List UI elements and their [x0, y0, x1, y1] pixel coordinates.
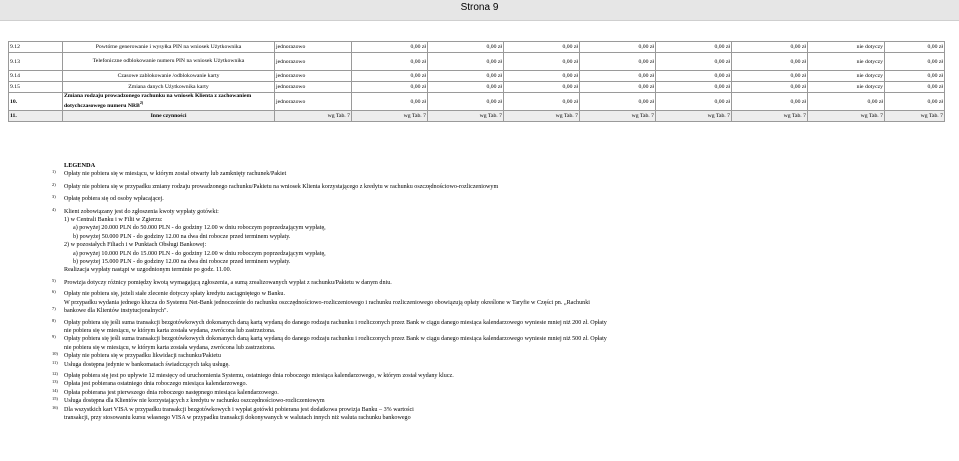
page-number: Strona 9 [460, 2, 499, 13]
footnote-number: 5) [52, 277, 56, 283]
footnote-ref: 2) [139, 100, 144, 106]
footnote-text: 2) w pozostałych Filiach i w Punktach Obsługi Bankowej: [64, 242, 207, 249]
table-row [9, 93, 945, 111]
row-value: 0,00 zł [504, 71, 580, 82]
row-number: 9.14 [9, 71, 63, 82]
footnote [52, 380, 942, 388]
footnote-text: Opłata jest pobierana ostatniego dnia roboczego miesiąca kalendarzowego. [64, 381, 248, 388]
footnote [52, 372, 942, 380]
row-mode: jednorazowo [275, 93, 352, 111]
row-value: wg Tab. 7 [352, 111, 428, 122]
footnote [52, 335, 942, 343]
footnote-line [52, 414, 942, 422]
row-number: 9.15 [9, 82, 63, 93]
row-value: 0,00 zł [732, 71, 808, 82]
row-value: 0,00 zł [885, 42, 945, 53]
row-value: wg Tab. 7 [885, 111, 945, 122]
footnote-line [52, 224, 942, 232]
footnote-line [52, 250, 942, 258]
table-row [9, 42, 945, 53]
footnote-number: 12) [52, 370, 58, 376]
footnote-text: Usługa dostępna dla Klientów nie korzystających z kredytu w rachunku oszczędnościowo-rozliczeniowym [64, 398, 325, 405]
row-value: 0,00 zł [656, 82, 732, 93]
row-value: 0,00 zł [504, 42, 580, 53]
footnote [52, 170, 942, 178]
footnote-text: transakcji, przy stosowaniu kursu własnego VISA w przypadku transakcji dokonywanych w walutach innych niż waluta rachunku bankowego [64, 414, 411, 421]
row-value: 0,00 zł [732, 82, 808, 93]
footnote-text: a) powyżej 10.000 PLN do 15.000 PLN - do godziny 12.00 w dniu roboczym poprzedzającym wypłatę, [73, 250, 326, 257]
row-value: 0,00 zł [352, 82, 428, 93]
table-row [9, 71, 945, 82]
footnote-number: 10) [52, 351, 58, 357]
footnote-text: Opłata pobierana jest pierwszego dnia roboczego następnego miesiąca kalendarzowego. [64, 389, 279, 396]
footnote-text: Dla wszystkich kart VISA w przypadku transakcji bezgotówkowych i wypłat gotówki pobierana jest dodatkowa prowizja Banku – 3% wartości [64, 406, 414, 413]
row-mode: jednorazowo [275, 82, 352, 93]
footnote-text: bankowe dla Klientów instytucjonalnych". [64, 308, 169, 315]
footnote-number: 15) [52, 396, 58, 402]
footnote-text: Opłatę pobiera się od osoby wpłacającej. [64, 196, 164, 203]
row-value: 0,00 zł [352, 71, 428, 82]
row-value: 0,00 zł [504, 53, 580, 71]
footnote-text: 1) w Centrali Banku i w Filii w Zgierzu: [64, 217, 163, 224]
footnote-text: W przypadku wydania jednego klucza do Systemu Net-Bank jednocześnie do rachunku oszczędnościowo-rozliczeniowego i rachunku rozliczeniowego obowiązują opłaty określone w Taryfie w Części pn. „Rachunki [64, 299, 590, 306]
footnote [52, 183, 942, 191]
row-value: 0,00 zł [885, 71, 945, 82]
row-name: Zmiana danych Użytkownika karty [63, 82, 275, 93]
footnote-text: nie pobiera się w miesiącu, w którym karta została wydana, zwrócona lub zastrzeżona. [64, 327, 276, 334]
row-mode: jednorazowo [275, 53, 352, 71]
footnote-number: 2) [52, 181, 56, 187]
footnote-number: 16) [52, 404, 58, 410]
footnote-text: Opłaty nie pobiera się w przypadku likwidacji rachunku/Pakietu [64, 353, 221, 360]
footnote-text: Opłaty nie pobiera się, jeżeli stałe zlecenie dotyczy spłaty kredytu zaciągniętego w Banku. [64, 291, 285, 298]
row-value: 0,00 zł [504, 93, 580, 111]
row-value: 0,00 zł [656, 42, 732, 53]
row-value: 0,00 zł [428, 82, 504, 93]
row-value: 0,00 zł [732, 53, 808, 71]
row-name: Powtórne generowanie i wysyłka PIN na wniosek Użytkownika [63, 42, 275, 53]
footnote-text: nie pobiera się w miesiącu, w którym karta została wydana, zwrócona lub zastrzeżona. [64, 344, 276, 351]
footnote [52, 290, 942, 298]
row-value: 0,00 zł [732, 93, 808, 111]
row-value: 0,00 zł [428, 42, 504, 53]
footnote-number: 11) [52, 359, 58, 365]
row-value: 0,00 zł [352, 53, 428, 71]
row-value: 0,00 zł [656, 93, 732, 111]
row-value: 0,00 zł [656, 71, 732, 82]
row-value: nie dotyczy [808, 71, 885, 82]
footnote-text: Opłaty pobiera się jeśli suma transakcji bezgotówkowych dokonanych daną kartą wydaną do danego rodzaju rachunku i rozliczonych przez Bank w ciągu danego miesiąca kalendarzowego wyniesie mniej niż 500 zł. Opłaty [64, 336, 607, 343]
row-value: 0,00 zł [580, 42, 656, 53]
row-value: wg Tab. 7 [428, 111, 504, 122]
row-value: wg Tab. 7 [732, 111, 808, 122]
footnote-text: Opłaty pobiera się jeśli suma transakcji bezgotówkowych dokonanych daną kartą wydaną do danego rodzaju rachunku i rozliczonych przez Bank w ciągu danego miesiąca kalendarzowego wyniesie mniej niż 200 zł. Opłaty [64, 319, 607, 326]
footnote-number: 8) [52, 317, 56, 323]
row-value: 0,00 zł [428, 93, 504, 111]
footnote-text: Usługa dostępna jedynie w bankomatach świadczących taką usługę. [64, 361, 230, 368]
table-row [9, 82, 945, 93]
row-value: 0,00 zł [580, 93, 656, 111]
row-number: 10. [9, 93, 63, 111]
table-row [9, 53, 945, 71]
footnote [52, 208, 942, 216]
row-value: 0,00 zł [885, 82, 945, 93]
footnote-number: 13) [52, 379, 58, 385]
footnote-number: 1) [52, 169, 56, 175]
footnote-text: a) powyżej 20.000 PLN do 50.000 PLN - do godziny 12.00 w dniu roboczym poprzedzającym wypłatę, [73, 225, 326, 232]
footnote [52, 279, 942, 287]
footnote-text: Prowizja dotyczy różnicy pomiędzy kwotą wymagającą zgłoszenia, a sumą zrealizowanych wypłat z rachunku/Pakietu w danym dniu. [64, 279, 392, 286]
row-value: wg Tab. 7 [580, 111, 656, 122]
row-value: 0,00 zł [580, 71, 656, 82]
footnote-number: 14) [52, 387, 58, 393]
footnote [52, 406, 942, 414]
footnote [52, 352, 942, 360]
footnote-number: 7) [52, 306, 56, 312]
row-value: nie dotyczy [808, 82, 885, 93]
row-value: wg Tab. 7 [808, 111, 885, 122]
row-name: Zmiana rodzaju prowadzonego rachunku na wniosek Klienta z zachowaniem dotychczasowego numeru NRB [64, 93, 252, 109]
row-value: nie dotyczy [808, 42, 885, 53]
footnote [52, 195, 942, 203]
footnote [52, 361, 942, 369]
footnote-line [52, 216, 942, 224]
row-value: 0,00 zł [428, 53, 504, 71]
row-value: wg Tab. 7 [504, 111, 580, 122]
footnote-line [52, 266, 942, 274]
footnote-number: 3) [52, 194, 56, 200]
row-number: 9.13 [9, 53, 63, 71]
row-value: 0,00 zł [580, 82, 656, 93]
footnote-text: b) powyżej 50.000 PLN - do godziny 12.00 na dwa dni robocze przed terminem wypłaty. [73, 233, 291, 240]
row-value: 0,00 zł [580, 53, 656, 71]
page-header-bar [0, 0, 959, 21]
row-mode: jednorazowo [275, 71, 352, 82]
row-value: nie dotyczy [808, 53, 885, 71]
row-number: 9.12 [9, 42, 63, 53]
row-value: 0,00 zł [428, 71, 504, 82]
footnote-text: Opłatę pobiera się jest po upływie 12 miesięcy od uruchomienia Systemu, ostatniego dnia roboczego miesiąca kalendarzowego, w którym został wydany klucz. [64, 372, 454, 379]
footnote-line [52, 327, 942, 335]
footnote-text: Realizacja wypłaty nastąpi w uzgodnionym terminie po godz. 11.00. [64, 267, 232, 274]
footnote-text: Klient zobowiązany jest do zgłoszenia kwoty wypłaty gotówki: [64, 208, 219, 215]
footnote-text: Opłaty nie pobiera się w miesiącu, w którym został otwarty lub zamknięty rachunek/Pakiet [64, 171, 287, 178]
row-name: Inne czynności [63, 111, 275, 122]
footnote-line [52, 233, 942, 241]
footnote-text: b) powyżej 15.000 PLN - do godziny 12.00 na dwa dni robocze przed terminem wypłaty. [73, 259, 291, 266]
row-value: 0,00 zł [885, 53, 945, 71]
footnote [52, 299, 942, 307]
row-value: 0,00 zł [352, 93, 428, 111]
legend-section [52, 162, 942, 422]
footnote-number: 9) [52, 334, 56, 340]
footnote-line [52, 258, 942, 266]
row-value: 0,00 zł [504, 82, 580, 93]
footnote-number: 4) [52, 206, 56, 212]
fees-table [8, 41, 945, 122]
footnote [52, 307, 942, 315]
footnote-text: Opłaty nie pobiera się w przypadku zmiany rodzaju prowadzonego rachunku/Pakietu na wniosek Klienta korzystającego z kredytu w rachunku oszczędnościowo-rozliczeniowym [64, 183, 499, 190]
footnote-number: 6) [52, 289, 56, 295]
table-row [9, 111, 945, 122]
row-value: 0,00 zł [656, 53, 732, 71]
row-mode: jednorazowo [275, 42, 352, 53]
footnote [52, 319, 942, 327]
row-mode: wg Tab. 7 [275, 111, 352, 122]
footnote-line [52, 344, 942, 352]
row-name: Czasowe zablokowanie /odblokowanie karty [63, 71, 275, 82]
row-number: 11. [9, 111, 63, 122]
footnote-line [52, 241, 942, 249]
row-value: wg Tab. 7 [656, 111, 732, 122]
footnote [52, 389, 942, 397]
row-value: 0,00 zł [732, 42, 808, 53]
row-value: 0,00 zł [885, 93, 945, 111]
row-name: Telefoniczne odblokowanie numeru PIN na wniosek Użytkownika [63, 53, 275, 71]
row-value: 0,00 zł [352, 42, 428, 53]
row-value: 0,00 zł [808, 93, 885, 111]
legend-title: LEGENDA [64, 162, 96, 169]
footnote [52, 397, 942, 405]
row-name-cell [63, 93, 275, 111]
